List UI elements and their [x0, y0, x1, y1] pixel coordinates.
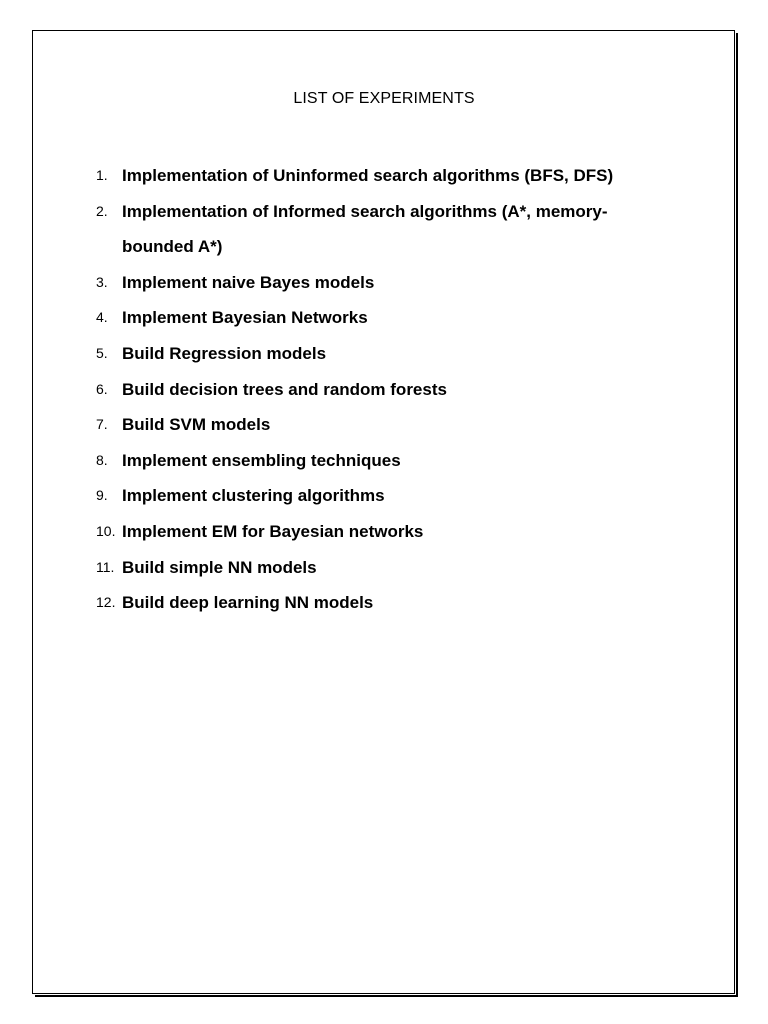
list-item-text: Build simple NN models — [122, 557, 317, 577]
list-item — [96, 585, 676, 621]
list-item-text: Build SVM models — [122, 415, 271, 435]
list-item — [96, 407, 676, 443]
list-item — [96, 158, 676, 194]
list-item-number: 3. — [96, 273, 108, 290]
list-item — [96, 514, 676, 550]
list-item-number: 9. — [96, 487, 108, 504]
list-item-number: 5. — [96, 344, 108, 361]
list-item-text: Implementation of Informed search algorithms (A*, memory-bounded A*) — [122, 201, 608, 257]
list-item — [96, 265, 676, 301]
list-item — [96, 372, 676, 408]
list-item — [96, 443, 676, 479]
list-item-text: Build decision trees and random forests — [122, 379, 447, 399]
list-item — [96, 300, 676, 336]
list-item-number: 4. — [96, 309, 108, 326]
list-item — [96, 550, 676, 586]
list-item — [96, 478, 676, 514]
list-item-text: Build Regression models — [122, 343, 327, 363]
page-title: LIST OF EXPERIMENTS — [293, 90, 475, 107]
list-item-number: 7. — [96, 416, 108, 433]
list-item-number: 8. — [96, 451, 108, 468]
list-item-text: Build deep learning NN models — [122, 593, 374, 613]
list-item-text: Implement EM for Bayesian networks — [122, 521, 424, 541]
list-item-text: Implementation of Uninformed search algorithms (BFS, DFS) — [122, 166, 614, 185]
list-item-number: 2. — [96, 202, 108, 219]
list-item-text: Implement clustering algorithms — [122, 486, 385, 506]
list-item-number: 6. — [96, 380, 108, 397]
list-item-number: 12. — [96, 594, 116, 611]
list-item — [96, 194, 676, 265]
list-item — [96, 336, 676, 372]
list-item-text: Implement naive Bayes models — [122, 272, 375, 292]
list-item-number: 10. — [96, 522, 116, 539]
list-item-number: 1. — [96, 167, 108, 183]
experiment-list — [96, 158, 676, 621]
list-item-text: Implement Bayesian Networks — [122, 308, 368, 328]
list-item-text: Implement ensembling techniques — [122, 450, 401, 470]
list-item-number: 11. — [96, 558, 115, 575]
